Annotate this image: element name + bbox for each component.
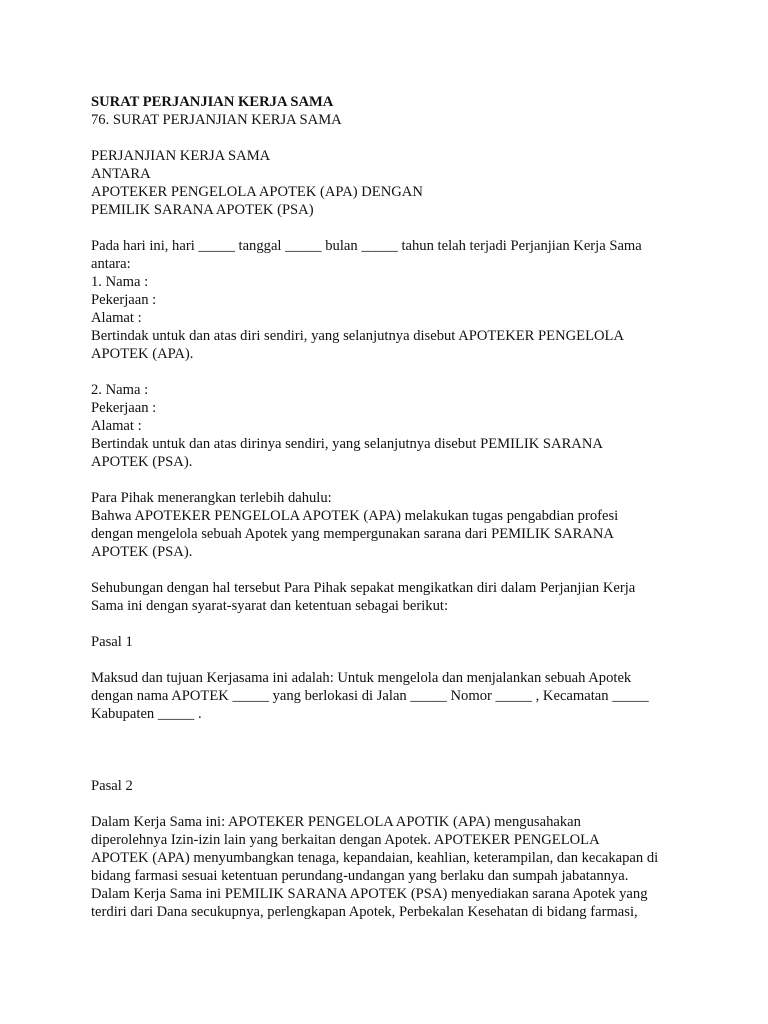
party-2-desc-line-1: Bertindak untuk dan atas dirinya sendiri, yang selanjutnya disebut PEMILIK SARANA (91, 436, 603, 452)
pasal-1-title: Pasal 1 (91, 634, 133, 650)
party-1-name: 1. Nama : (91, 274, 149, 290)
document-subtitle: 76. SURAT PERJANJIAN KERJA SAMA (91, 112, 342, 128)
party-1-desc-line-1: Bertindak untuk dan atas diri sendiri, yang selanjutnya disebut APOTEKER PENGELOLA (91, 328, 624, 344)
party-2-desc-line-2: APOTEK (PSA). (91, 454, 193, 470)
agreement-line-1: Sehubungan dengan hal tersebut Para Pihak sepakat mengikatkan diri dalam Perjanjian Kerja (91, 580, 636, 596)
heading-line-2: ANTARA (91, 166, 151, 182)
document-body (91, 93, 691, 921)
document-title: SURAT PERJANJIAN KERJA SAMA (91, 94, 334, 110)
party-1-block (91, 273, 691, 363)
pasal-2-line-6: terdiri dari Dana secukupnya, perlengkapan Apotek, Perbekalan Kesehatan di bidang farmasi, (91, 904, 638, 920)
pasal-2-paragraph (91, 813, 691, 921)
heading-line-4: PEMILIK SARANA APOTEK (PSA) (91, 202, 314, 218)
pasal-1-line-1: Maksud dan tujuan Kerjasama ini adalah: Untuk mengelola dan menjalankan sebuah Apotek (91, 670, 632, 686)
pasal-2-title: Pasal 2 (91, 778, 133, 794)
pasal-1-line-2: dengan nama APOTEK _____ yang berlokasi di Jalan _____ Nomor _____ , Kecamatan _____ (91, 688, 649, 704)
intro-line-1: Pada hari ini, hari _____ tanggal _____ bulan _____ tahun telah terjadi Perjanjian Kerja Sama (91, 238, 642, 254)
party-2-block (91, 381, 691, 471)
preamble-paragraph (91, 489, 691, 561)
party-2-name: 2. Nama : (91, 382, 149, 398)
party-2-job: Pekerjaan : (91, 400, 157, 416)
agreement-heading (91, 147, 691, 219)
preamble-line-4: APOTEK (PSA). (91, 544, 193, 560)
intro-paragraph (91, 237, 691, 273)
pasal-2-line-1: Dalam Kerja Sama ini: APOTEKER PENGELOLA APOTIK (APA) mengusahakan (91, 814, 581, 830)
party-1-job: Pekerjaan : (91, 292, 157, 308)
pasal-2-line-2: diperolehnya Izin-izin lain yang berkaitan dengan Apotek. APOTEKER PENGELOLA (91, 832, 600, 848)
party-1-address: Alamat : (91, 310, 142, 326)
agreement-paragraph (91, 579, 691, 615)
preamble-line-2: Bahwa APOTEKER PENGELOLA APOTEK (APA) melakukan tugas pengabdian profesi (91, 508, 619, 524)
party-1-desc-line-2: APOTEK (APA). (91, 346, 194, 362)
heading-line-3: APOTEKER PENGELOLA APOTEK (APA) DENGAN (91, 184, 423, 200)
pasal-1-line-3: Kabupaten _____ . (91, 706, 202, 722)
heading-line-1: PERJANJIAN KERJA SAMA (91, 148, 271, 164)
pasal-1-paragraph (91, 669, 691, 723)
party-2-address: Alamat : (91, 418, 142, 434)
preamble-line-3: dengan mengelola sebuah Apotek yang mempergunakan sarana dari PEMILIK SARANA (91, 526, 614, 542)
pasal-2-line-4: bidang farmasi sesuai ketentuan perundang-undangan yang berlaku dan sumpah jabatannya. (91, 868, 629, 884)
pasal-2-line-3: APOTEK (APA) menyumbangkan tenaga, kepandaian, keahlian, keterampilan, dan kecakapan di (91, 850, 659, 866)
agreement-line-2: Sama ini dengan syarat-syarat dan ketentuan sebagai berikut: (91, 598, 449, 614)
intro-line-2: antara: (91, 256, 131, 272)
pasal-2-line-5: Dalam Kerja Sama ini PEMILIK SARANA APOTEK (PSA) menyediakan sarana Apotek yang (91, 886, 648, 902)
preamble-line-1: Para Pihak menerangkan terlebih dahulu: (91, 490, 332, 506)
